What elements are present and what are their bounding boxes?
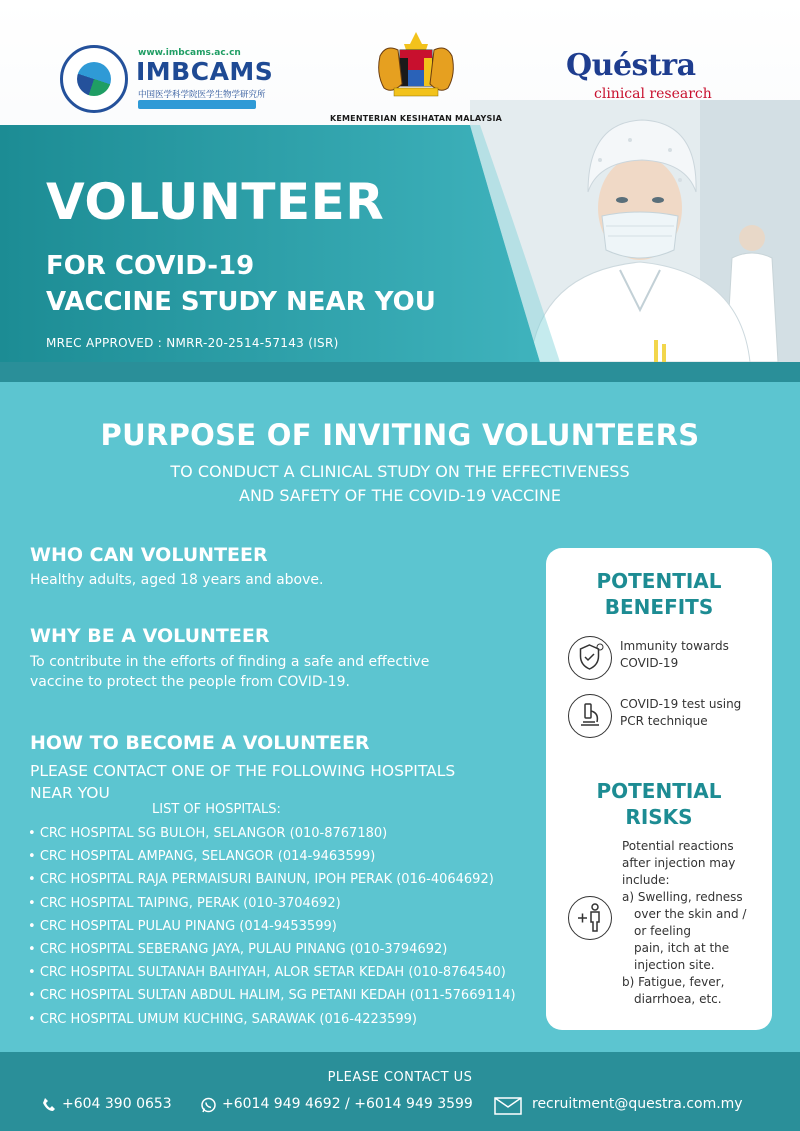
benefit-text xyxy=(620,696,760,730)
mail-icon xyxy=(494,1097,522,1115)
risk-line: b) Fatigue, fever, xyxy=(622,975,725,989)
purpose-desc-line1: TO CONDUCT A CLINICAL STUDY ON THE EFFECTIVENESS xyxy=(170,462,630,481)
hospital-item: • CRC HOSPITAL PULAU PINANG (014-9453599) xyxy=(28,915,516,938)
risk-line: a) Swelling, redness xyxy=(622,890,743,904)
whatsapp-icon xyxy=(200,1097,217,1114)
contact-footer xyxy=(0,1052,800,1131)
person-plus-icon xyxy=(568,896,612,940)
contact-phone[interactable] xyxy=(42,1096,172,1112)
who-text: Healthy adults, aged 18 years and above. xyxy=(30,572,324,588)
howto-sub-line1: PLEASE CONTACT ONE OF THE FOLLOWING HOSPITALS xyxy=(30,762,456,780)
benefit-text-line2: PCR technique xyxy=(620,714,708,728)
benefits-heading-line1: POTENTIAL xyxy=(596,569,722,593)
risk-line: after injection may xyxy=(622,856,736,870)
purpose-desc-line2: AND SAFETY OF THE COVID-19 VACCINE xyxy=(239,486,561,505)
hero-subtitle-line1: FOR COVID-19 xyxy=(46,251,255,281)
hospital-item: • CRC HOSPITAL AMPANG, SELANGOR (014-9463599) xyxy=(28,845,516,868)
imbcams-chinese-name: 中国医学科学院医学生物学研究所 xyxy=(138,90,266,100)
risk-line: injection site. xyxy=(634,958,715,972)
risk-line: over the skin and / xyxy=(634,907,747,921)
hero-subtitle-line2: VACCINE STUDY NEAR YOU xyxy=(46,287,436,317)
page-title: VOLUNTEER xyxy=(46,173,385,231)
contact-email[interactable] xyxy=(494,1096,743,1112)
hospital-item: • CRC HOSPITAL SULTANAH BAHIYAH, ALOR SETAR KEDAH (010-8764540) xyxy=(28,961,516,984)
purpose-description xyxy=(0,460,800,508)
howto-sub-line2: NEAR YOU xyxy=(30,784,110,802)
risks-text xyxy=(622,838,762,1008)
imbcams-seal-icon xyxy=(60,45,128,113)
contact-heading: PLEASE CONTACT US xyxy=(327,1070,473,1085)
purpose-title: PURPOSE OF INVITING VOLUNTEERS xyxy=(100,418,700,452)
imbcams-logo xyxy=(60,45,274,115)
imbcams-chinese-band xyxy=(138,100,256,109)
mrec-approval: MREC APPROVED : NMRR-20-2514-57143 (ISR) xyxy=(46,336,339,350)
hospital-list-title: LIST OF HOSPITALS: xyxy=(152,802,281,817)
header-band xyxy=(0,362,800,382)
why-text-line1: To contribute in the efforts of finding a safe and effective xyxy=(30,654,430,670)
malaysia-crest-icon xyxy=(374,30,458,110)
microscope-icon xyxy=(568,694,612,738)
risks-heading xyxy=(546,778,772,830)
hospital-item: • CRC HOSPITAL TAIPING, PERAK (010-3704692) xyxy=(28,892,516,915)
hospital-item: • CRC HOSPITAL SEBERANG JAYA, PULAU PINANG (010-3794692) xyxy=(28,938,516,961)
hero-subtitle xyxy=(46,248,436,320)
imbcams-url: www.imbcams.ac.cn xyxy=(138,48,241,58)
hero-header xyxy=(0,0,800,362)
benefit-item xyxy=(568,636,758,686)
benefit-text-line1: Immunity towards xyxy=(620,639,729,653)
benefits-risks-card xyxy=(546,548,772,1030)
why-text-line2: vaccine to protect the people from COVID-19. xyxy=(30,674,350,690)
benefit-text xyxy=(620,638,760,672)
questra-subtitle: clinical research xyxy=(594,86,712,102)
moh-logo xyxy=(326,30,506,130)
contact-whatsapp[interactable] xyxy=(200,1096,473,1112)
howto-subheading xyxy=(30,760,530,804)
howto-heading: HOW TO BECOME A VOLUNTEER xyxy=(30,732,370,754)
risks-heading-line1: POTENTIAL xyxy=(596,779,722,803)
hospital-item: • CRC HOSPITAL SG BULOH, SELANGOR (010-8767180) xyxy=(28,822,516,845)
benefits-heading-line2: BENEFITS xyxy=(604,595,714,619)
benefit-item xyxy=(568,694,758,744)
questra-logo xyxy=(566,48,716,108)
contact-whatsapp-text: +6014 949 4692 / +6014 949 3599 xyxy=(222,1096,473,1112)
logo-row xyxy=(0,0,800,135)
who-heading: WHO CAN VOLUNTEER xyxy=(30,544,268,566)
contact-phone-text: +604 390 0653 xyxy=(62,1096,172,1112)
risk-line: or feeling xyxy=(634,924,691,938)
benefit-text-line1: COVID-19 test using xyxy=(620,697,742,711)
phone-icon xyxy=(42,1097,57,1112)
benefit-text-line2: COVID-19 xyxy=(620,656,679,670)
benefits-heading xyxy=(546,568,772,620)
hospital-list xyxy=(28,822,516,1031)
risks-heading-line2: RISKS xyxy=(625,805,693,829)
contact-email-text: recruitment@questra.com.my xyxy=(532,1096,743,1112)
hospital-item: • CRC HOSPITAL SULTAN ABDUL HALIM, SG PETANI KEDAH (011-57669114) xyxy=(28,984,516,1007)
why-heading: WHY BE A VOLUNTEER xyxy=(30,625,270,647)
shield-virus-icon xyxy=(568,636,612,680)
risk-line: include: xyxy=(622,873,670,887)
risk-line: Potential reactions xyxy=(622,839,734,853)
imbcams-name: IMBCAMS xyxy=(136,57,274,86)
moh-name: KEMENTERIAN KESIHATAN MALAYSIA xyxy=(329,114,503,123)
questra-name: Quéstra xyxy=(566,48,696,83)
hospital-item: • CRC HOSPITAL UMUM KUCHING, SARAWAK (016-4223599) xyxy=(28,1008,516,1031)
why-text xyxy=(30,652,429,692)
hospital-item: • CRC HOSPITAL RAJA PERMAISURI BAINUN, IPOH PERAK (016-4064692) xyxy=(28,868,516,891)
risk-line: pain, itch at the xyxy=(634,941,730,955)
risk-line: diarrhoea, etc. xyxy=(634,992,722,1006)
